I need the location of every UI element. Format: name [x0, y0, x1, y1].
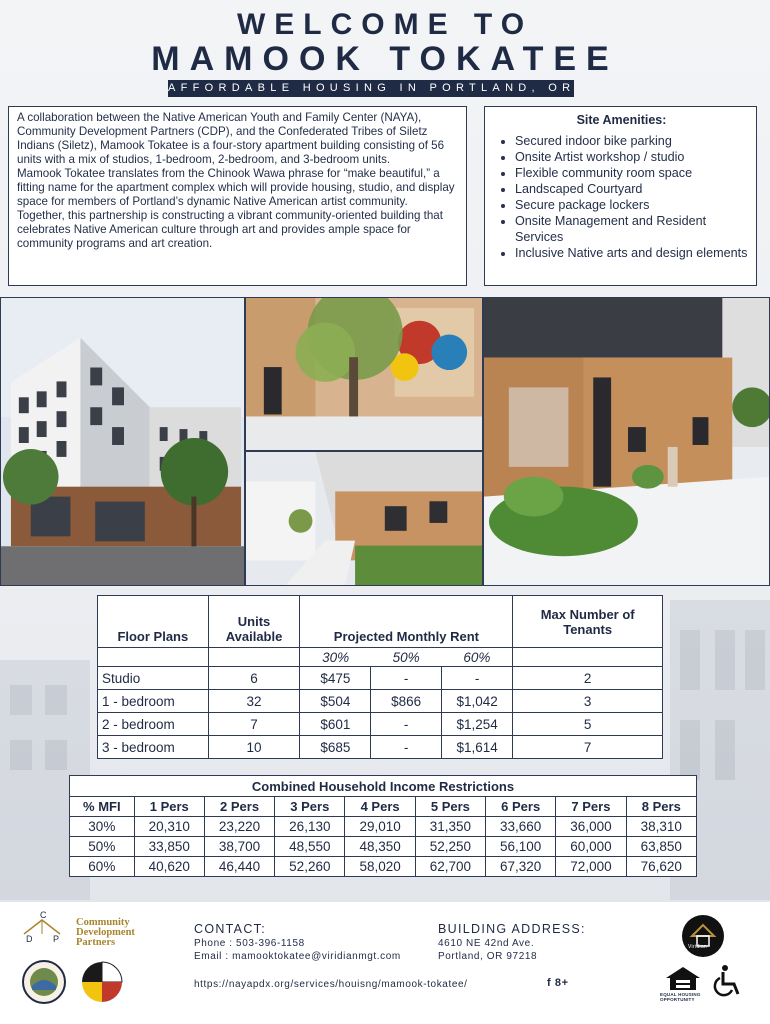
rent-tier-30: 30%: [300, 648, 371, 667]
income-cell: 67,320: [486, 857, 556, 877]
income-cell: 20,310: [134, 817, 204, 837]
income-cell: 38,700: [204, 837, 274, 857]
page-title-line2: MAMOOK TOKATEE: [151, 40, 619, 78]
income-col-header: 3 Pers: [275, 797, 345, 817]
rent-30-value: $475: [300, 667, 371, 690]
plan-name: 1 - bedroom: [98, 690, 209, 713]
income-cell: 48,550: [275, 837, 345, 857]
income-cell: 23,220: [204, 817, 274, 837]
building-exterior-photo: [0, 297, 245, 586]
income-cell: 76,620: [626, 857, 696, 877]
rent-60-value: $1,614: [441, 736, 512, 759]
siletz-seal-icon: [22, 960, 66, 1004]
income-cell: 30%: [70, 817, 135, 837]
contact-title: CONTACT:: [194, 922, 266, 936]
building-entrance-photo: [483, 297, 770, 586]
income-cell: 63,850: [626, 837, 696, 857]
plan-name: 3 - bedroom: [98, 736, 209, 759]
income-cell: 58,020: [345, 857, 415, 877]
address-line-1: 4610 NE 42nd Ave.: [438, 938, 535, 949]
income-cell: 72,000: [556, 857, 626, 877]
income-cell: 60%: [70, 857, 135, 877]
rent-50-value: -: [371, 667, 441, 690]
contact-email[interactable]: Email : mamooktokatee@viridianmgt.com: [194, 951, 401, 962]
amenity-item: • Secure package lockers: [515, 197, 748, 213]
website-link[interactable]: https://nayapdx.org/services/houisng/mamook-tokatee/: [194, 979, 468, 990]
plan-name: 2 - bedroom: [98, 713, 209, 736]
projected-rent-header: Projected Monthly Rent: [300, 596, 513, 648]
rent-60-value: $1,042: [441, 690, 512, 713]
page-title-line1: WELCOME TO: [236, 8, 534, 41]
amenities-box: [484, 106, 757, 286]
rent-30-value: $504: [300, 690, 371, 713]
income-cell: 56,100: [486, 837, 556, 857]
cdp-name-line: Community: [76, 917, 130, 928]
amenities-list: [495, 133, 748, 261]
income-cell: 60,000: [556, 837, 626, 857]
blank-cell: [98, 648, 209, 667]
tenants-value: 7: [513, 736, 663, 759]
income-col-header: 6 Pers: [486, 797, 556, 817]
income-table-title: Combined Household Income Restrictions: [70, 776, 697, 797]
income-header-row: [70, 797, 697, 817]
amenity-item: • Onsite Artist workshop / studio: [515, 149, 748, 165]
rent-30-value: $601: [300, 713, 371, 736]
income-col-header: % MFI: [70, 797, 135, 817]
cdp-name-line: Partners: [76, 937, 116, 948]
amenity-item: • Flexible community room space: [515, 165, 748, 181]
table-row: [70, 857, 697, 877]
income-cell: 31,350: [415, 817, 485, 837]
units-value: 6: [208, 667, 300, 690]
units-value: 32: [208, 690, 300, 713]
footer: [0, 902, 770, 1024]
tenants-value: 2: [513, 667, 663, 690]
cdp-letter-d: D: [26, 934, 34, 944]
wheelchair-accessibility-icon: [710, 964, 744, 998]
income-col-header: 1 Pers: [134, 797, 204, 817]
cdp-name-line: Development: [76, 927, 135, 938]
units-available-header: Units Available: [208, 596, 300, 648]
income-cell: 52,250: [415, 837, 485, 857]
address-title: BUILDING ADDRESS:: [438, 922, 586, 936]
income-cell: 29,010: [345, 817, 415, 837]
address-line-2: Portland, OR 97218: [438, 951, 538, 962]
amenity-item: • Onsite Management and Resident Services: [515, 213, 748, 245]
social-icons[interactable]: f 8+: [547, 977, 569, 989]
income-cell: 46,440: [204, 857, 274, 877]
equal-housing-label: EQUAL HOUSING OPPORTUNITY: [660, 992, 701, 1002]
blank-cell: [513, 648, 663, 667]
income-cell: 50%: [70, 837, 135, 857]
rent-60-value: $1,254: [441, 713, 512, 736]
rent-30-value: $685: [300, 736, 371, 759]
rent-50-value: -: [371, 736, 441, 759]
amenity-item: • Secured indoor bike parking: [515, 133, 748, 149]
rent-50-value: $866: [371, 690, 441, 713]
max-tenants-header: Max Number of Tenants: [513, 596, 663, 648]
amenity-item: • Inclusive Native arts and design elements: [515, 245, 748, 261]
naya-medicine-wheel-icon: [80, 960, 124, 1004]
income-cell: 48,350: [345, 837, 415, 857]
floor-plans-header: Floor Plans: [98, 596, 209, 648]
rent-60-value: -: [441, 667, 512, 690]
cdp-logo-mark-icon: [22, 916, 62, 936]
floor-plans-table: [97, 595, 663, 759]
units-value: 7: [208, 713, 300, 736]
amenities-title: Site Amenities:: [576, 113, 667, 127]
viridian-logo-icon: [681, 914, 725, 958]
subtitle-banner: AFFORDABLE HOUSING IN PORTLAND, OR: [168, 80, 574, 97]
income-cell: 40,620: [134, 857, 204, 877]
cdp-letter-c: C: [40, 910, 48, 920]
income-cell: 36,000: [556, 817, 626, 837]
intro-paragraph-2: Mamook Tokatee translates from the Chinook Wawa phrase for “make beautiful,” a fitting name for the apartment complex which will provide housing, studio, and display space for members of Portland’s dynamic Native American artist community. Together, this partnership is constructing a vibrant community-oriented building that celebrates Native American culture through art and provides ample space for community programs and art creation.: [17, 167, 455, 250]
table-row: [98, 690, 663, 713]
intro-box: [8, 106, 467, 286]
income-cell: 33,660: [486, 817, 556, 837]
income-cell: 26,130: [275, 817, 345, 837]
equal-housing-icon: [665, 966, 701, 990]
blank-cell: [208, 648, 300, 667]
income-restrictions-table: [69, 775, 697, 877]
units-value: 10: [208, 736, 300, 759]
table-row: [98, 736, 663, 759]
table-row: [98, 713, 663, 736]
income-cell: 62,700: [415, 857, 485, 877]
rent-tier-60: 60%: [441, 648, 512, 667]
plan-name: Studio: [98, 667, 209, 690]
income-cell: 33,850: [134, 837, 204, 857]
table-row: [98, 667, 663, 690]
table-row: [70, 817, 697, 837]
walkway-photo: [245, 451, 483, 586]
tenants-value: 5: [513, 713, 663, 736]
income-col-header: 5 Pers: [415, 797, 485, 817]
intro-paragraph-1: A collaboration between the Native American Youth and Family Center (NAYA), Community Development Partners (CDP), and the Confederated Tribes of Siletz Indians (Siletz), Mamook Tokatee is a four-story apartment building consisting of 56 units with a mix of studios, 1-bedroom, 2-bedroom, and 3-bedroom units.: [17, 111, 445, 166]
income-cell: 52,260: [275, 857, 345, 877]
contact-phone[interactable]: Phone : 503-396-1158: [194, 938, 305, 949]
viridian-label: Viridian: [688, 944, 707, 950]
income-col-header: 8 Pers: [626, 797, 696, 817]
tenants-value: 3: [513, 690, 663, 713]
income-cell: 38,310: [626, 817, 696, 837]
income-col-header: 2 Pers: [204, 797, 274, 817]
amenity-item: • Landscaped Courtyard: [515, 181, 748, 197]
courtyard-tree-photo: [245, 297, 483, 451]
rent-tier-50: 50%: [371, 648, 441, 667]
table-row: [70, 837, 697, 857]
income-col-header: 7 Pers: [556, 797, 626, 817]
income-col-header: 4 Pers: [345, 797, 415, 817]
cdp-letter-p: P: [53, 934, 60, 944]
rent-50-value: -: [371, 713, 441, 736]
